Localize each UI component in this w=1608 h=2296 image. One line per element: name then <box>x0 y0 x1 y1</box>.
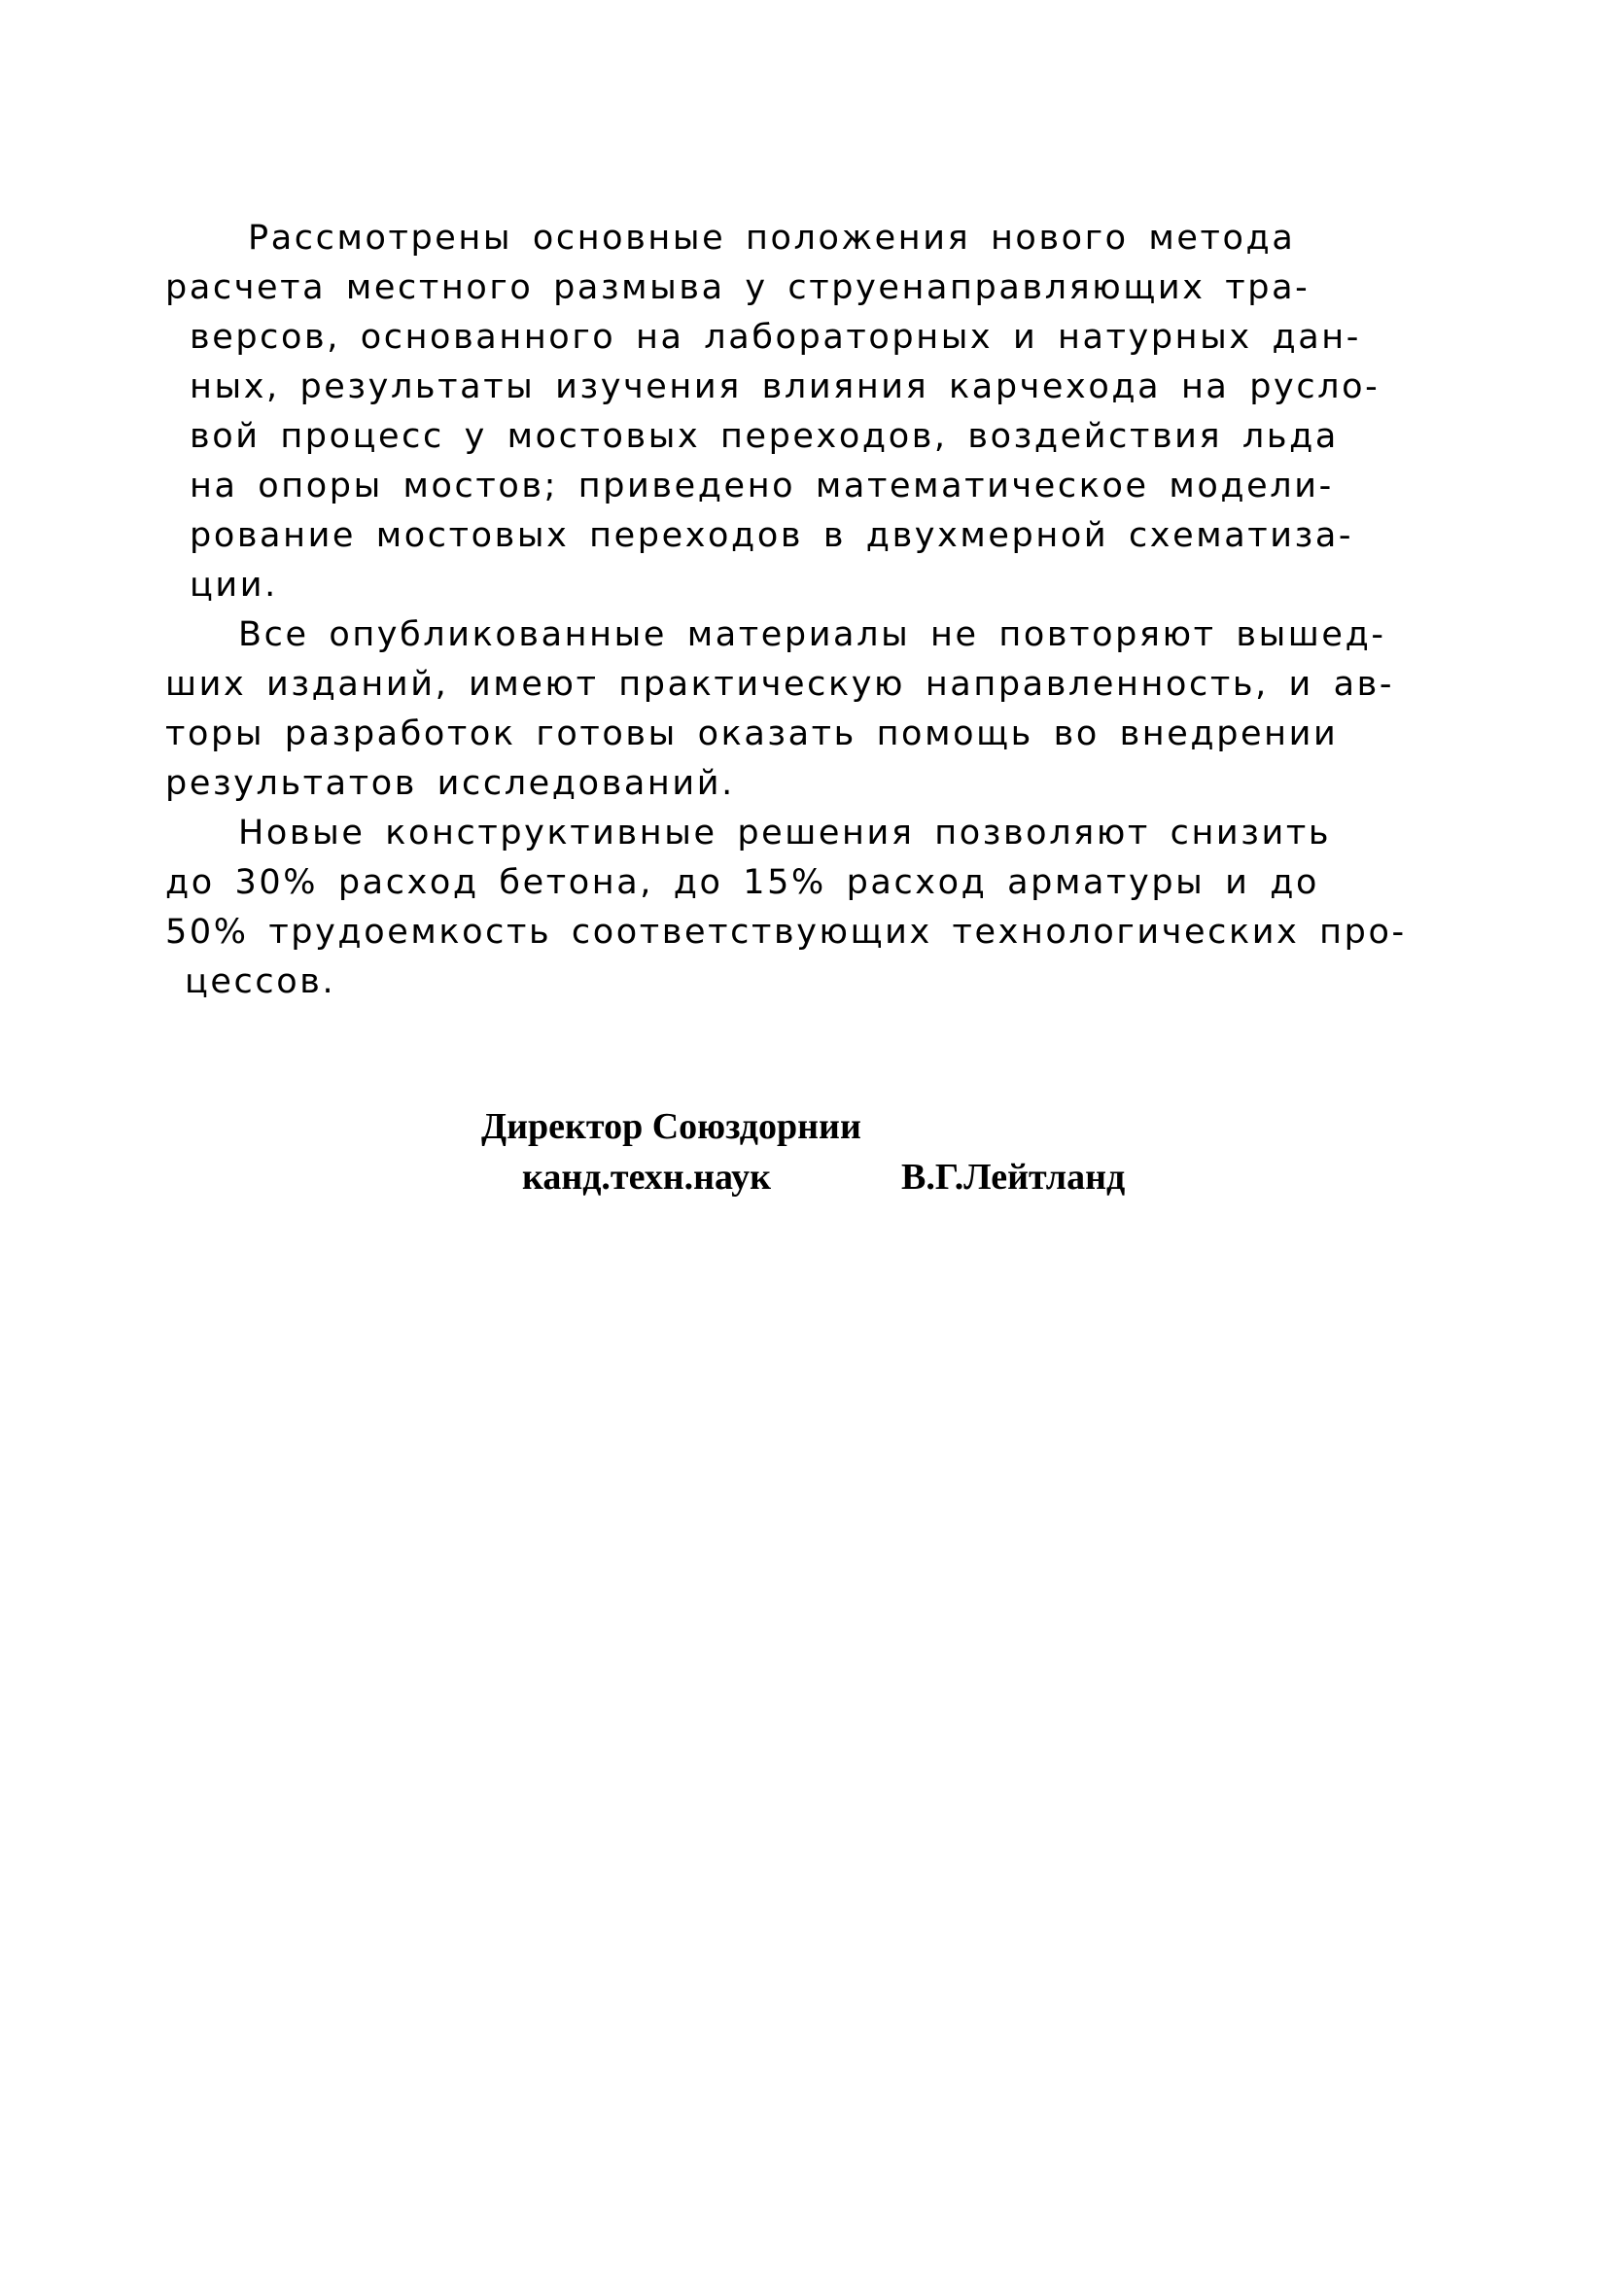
text-line: версов, основанного на лабораторных и натурных дан- <box>190 318 1361 357</box>
text-line: ции. <box>190 566 278 605</box>
text-line: торы разработок готовы оказать помощь во внедрении <box>165 714 1339 753</box>
text-line: результатов исследований. <box>165 764 735 803</box>
text-line: 50% трудоемкость соответствующих технологических про- <box>165 913 1407 952</box>
text-line: на опоры мостов; приведено математическое модели- <box>190 467 1334 505</box>
text-line: Рассмотрены основные положения нового метода <box>248 219 1296 258</box>
signature-position: Директор Союздорнии <box>481 1106 861 1147</box>
text-line: цессов. <box>185 962 336 1001</box>
signature-block <box>481 1101 1125 1202</box>
text-line: ных, результаты изучения влияния карчехода на русло- <box>190 367 1381 406</box>
text-line: до 30% расход бетона, до 15% расход арматуры и до <box>165 863 1320 902</box>
text-line: расчета местного размыва у струенаправляющих тра- <box>165 268 1311 307</box>
text-line: Новые конструктивные решения позволяют снизить <box>238 814 1332 852</box>
text-line: ших изданий, имеют практическую направленность, и ав- <box>165 665 1395 704</box>
signature-degree: канд.техн.наук <box>522 1157 771 1198</box>
signature-name: В.Г.Лейтланд <box>901 1157 1126 1198</box>
signature-row <box>481 1152 1125 1202</box>
text-line: Все опубликованные материалы не повторяют вышед- <box>238 615 1386 654</box>
body-text <box>165 214 1429 1007</box>
text-line: рование мостовых переходов в двухмерной схематиза- <box>190 516 1354 555</box>
text-line: вой процесс у мостовых переходов, воздействия льда <box>190 417 1339 456</box>
